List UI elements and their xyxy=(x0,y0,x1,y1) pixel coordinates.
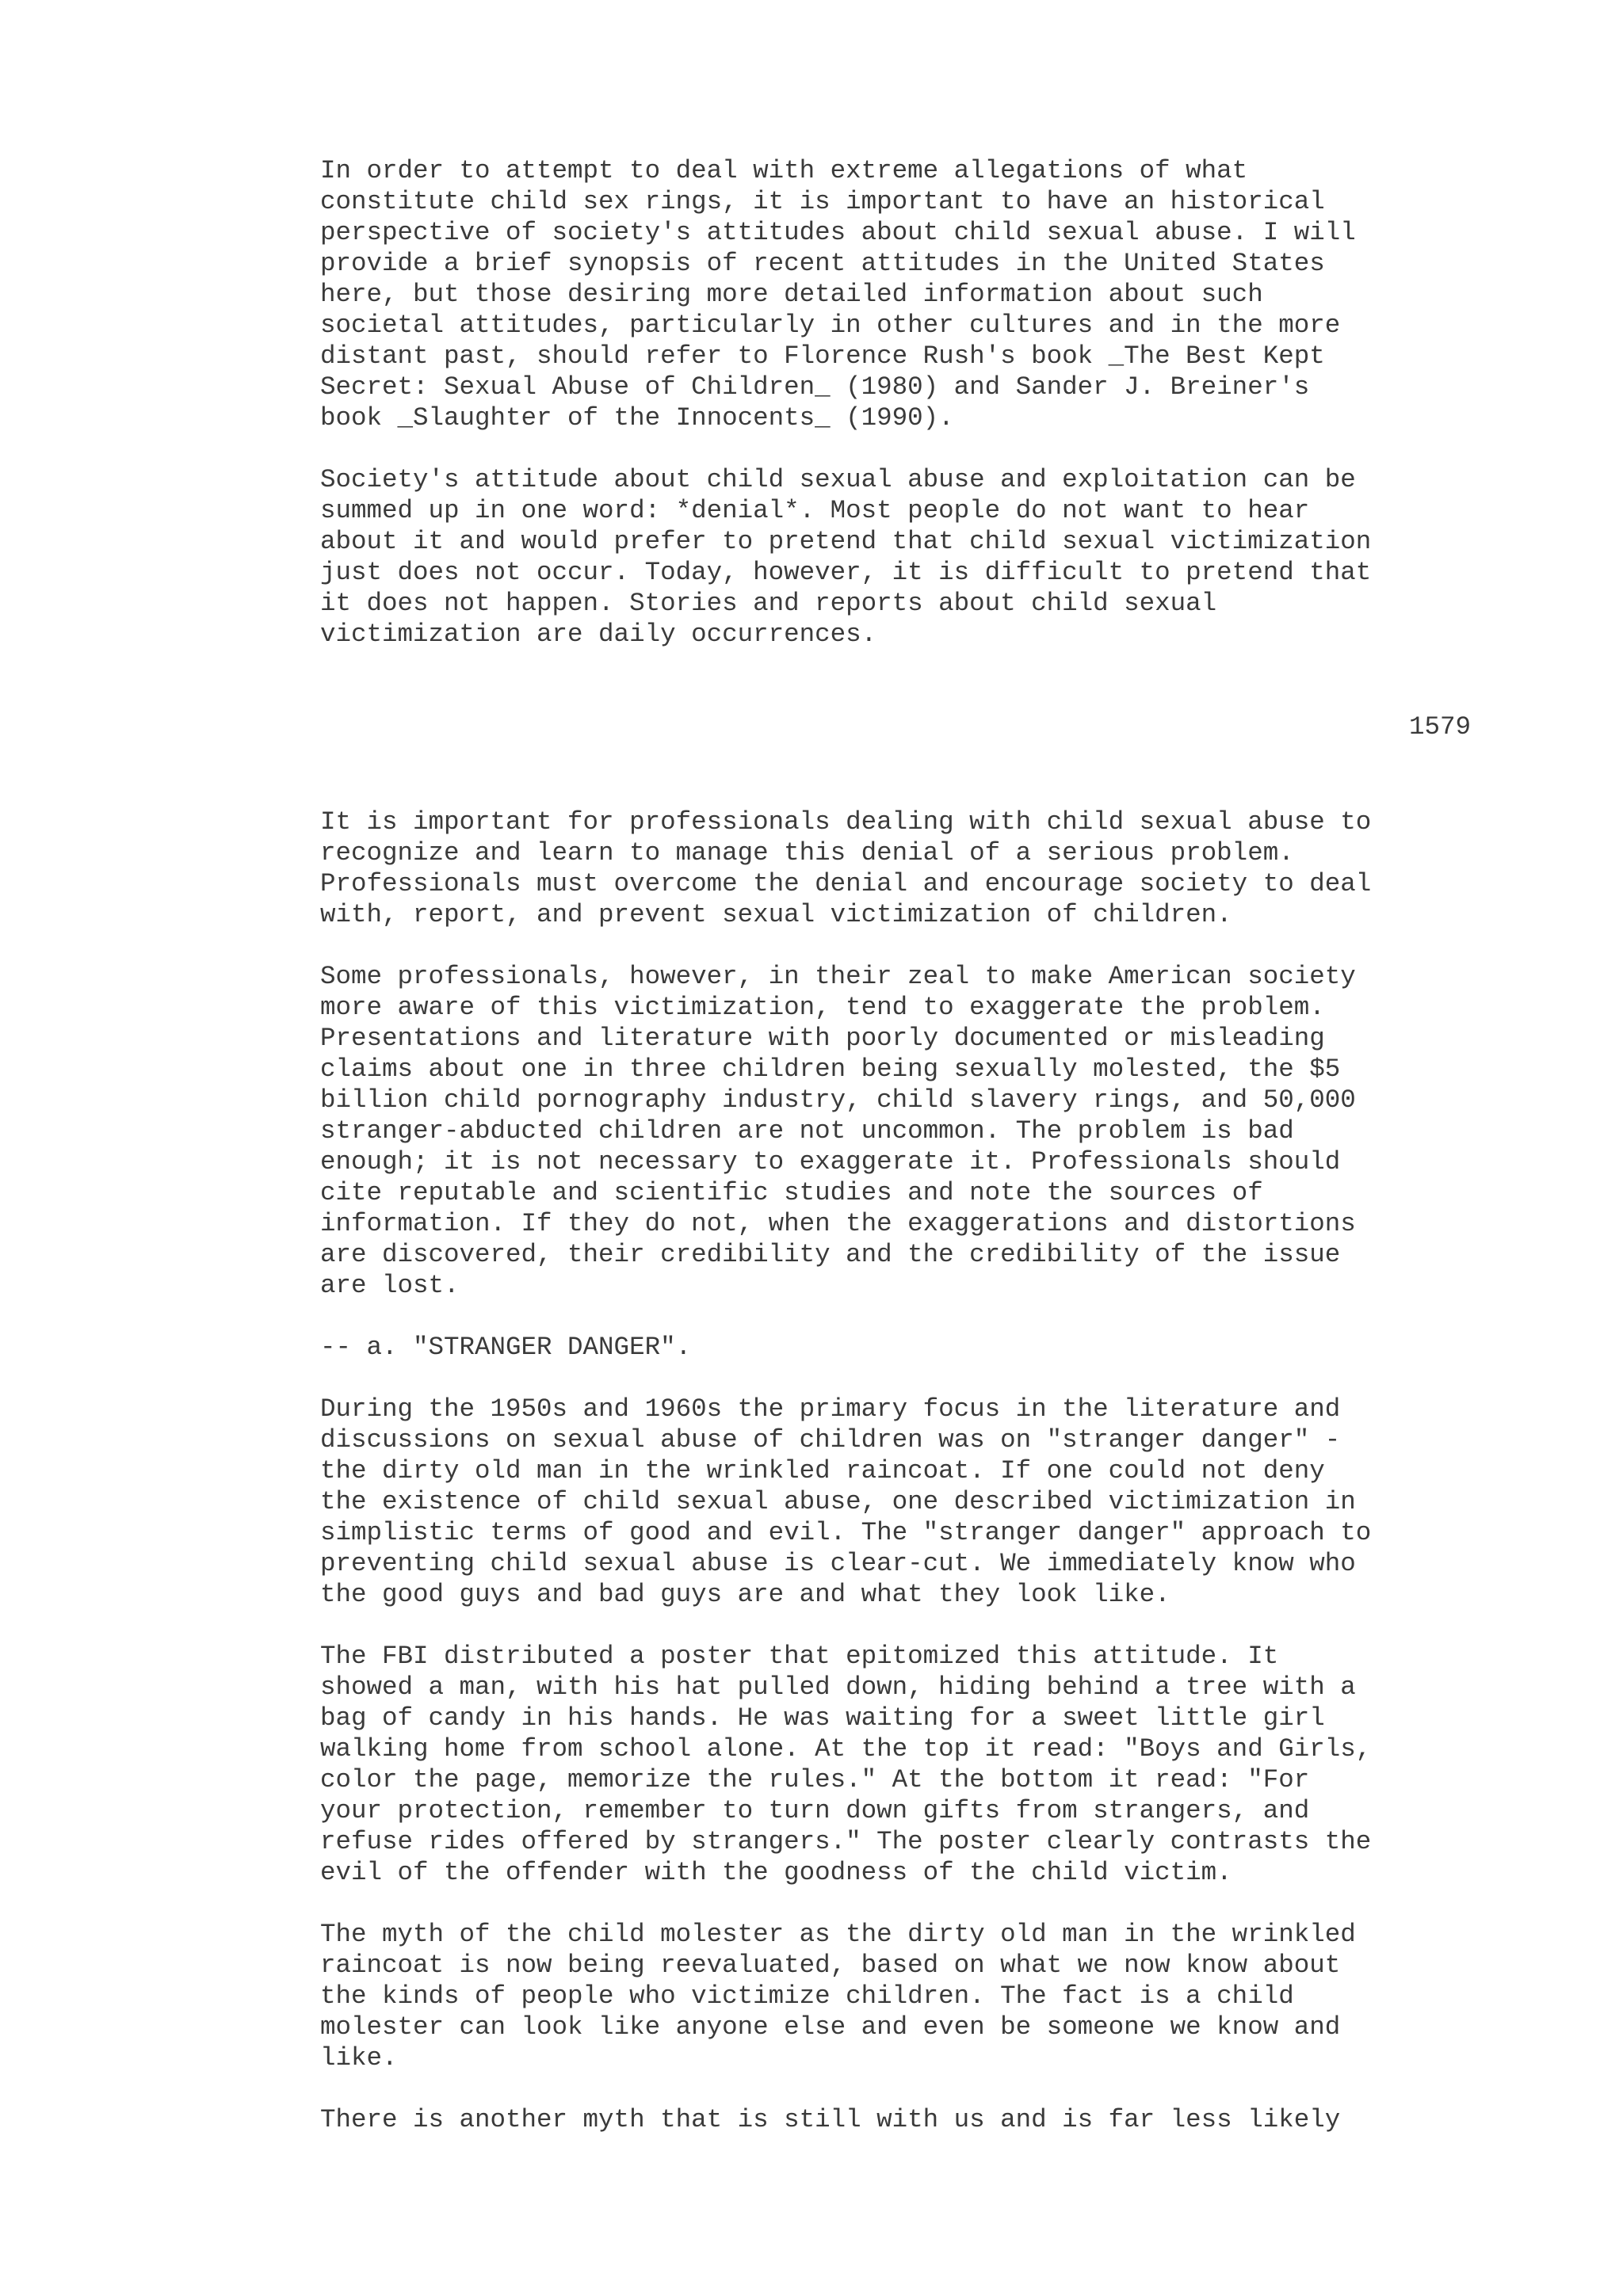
paragraph-denial: Society's attitude about child sexual abuse and exploitation can be summed up in one word: *denial*. Most people do not want to hear about it and would prefer to pretend that child sexual victimization just does not occur. Today, however, it is difficult to pretend that it does not happen. Stories and reports about child sexual victimization are daily occurrences. xyxy=(320,465,1372,649)
paragraph-historical-perspective: In order to attempt to deal with extreme allegations of what constitute child sex rings, it is important to have an historical perspective of society's attitudes about child sexual abuse. I will provide a brief synopsis of recent attitudes in the United States here, but those desiring more detailed information about such societal attitudes, particularly in other cultures and in the more distant past, should refer to Florence Rush's book _The Best Kept Secret: Sexual Abuse of Children_ (1980) and Sander J. Breiner's book _Slaughter of the Innocents_ (1990). xyxy=(320,156,1356,433)
paragraph-gap xyxy=(320,433,1493,464)
paragraph-myth-reevaluated: The myth of the child molester as the dirty old man in the wrinkled raincoat is now being reevaluated, based on what we now know about the kinds of people who victimize children. The fact is a child molester can look like anyone else and even be someone we know and like. xyxy=(320,1920,1356,2073)
paragraph-gap xyxy=(320,1888,1493,1919)
paragraph-gap xyxy=(320,1610,1493,1641)
paragraph-exaggeration: Some professionals, however, in their zeal to make American society more aware of this victimization, tend to exaggerate the problem. Presentations and literature with poorly documented or misleading claims about one in three children being sexually molested, the $5 billion child pornography industry, child slavery rings, and 50,000 stranger-abducted children are not uncommon. The problem is bad enough; it is not necessary to exaggerate it. Professionals should cite reputable and scientific studies and note the sources of information. If they do not, when the exaggerations and distortions are discovered, their credibility and the credibility of the issue are lost. xyxy=(320,962,1356,1300)
paragraph-gap xyxy=(320,2073,1493,2104)
paragraph-gap xyxy=(320,1301,1493,1332)
paragraph-gap xyxy=(320,1363,1493,1394)
paragraph-1950s-focus: During the 1950s and 1960s the primary focus in the literature and discussions on sexual abuse of children was on "stranger danger" - the dirty old man in the wrinkled raincoat. If one could not deny the existence of child sexual abuse, one described victimization in simplistic terms of good and evil. The "stranger danger" approach to preventing child sexual abuse is clear-cut. We immediately know who the good guys and bad guys are and what they look like. xyxy=(320,1394,1372,1609)
page-top-section xyxy=(320,155,1493,650)
section-heading-stranger-danger: -- a. "STRANGER DANGER". xyxy=(320,1333,692,1362)
paragraph-professionals-denial: It is important for professionals dealing with child sexual abuse to recognize and learn to manage this denial of a serious problem. Professionals must overcome the denial and encourage society to deal with, report, and prevent sexual victimization of children. xyxy=(320,807,1372,929)
paragraph-another-myth: There is another myth that is still with us and is far less likely xyxy=(320,2105,1341,2134)
page-bottom-section xyxy=(320,807,1493,2135)
paragraph-fbi-poster: The FBI distributed a poster that epitomized this attitude. It showed a man, with his hat pulled down, hiding behind a tree with a bag of candy in his hands. He was waiting for a sweet little girl walking home from school alone. At the top it read: "Boys and Girls, color the page, memorize the rules." At the bottom it read: "For your protection, remember to turn down gifts from strangers, and refuse rides offered by strangers." The poster clearly contrasts the evil of the offender with the goodness of the child victim. xyxy=(320,1642,1372,1887)
paragraph-gap xyxy=(320,930,1493,961)
page-number: 1579 xyxy=(1408,712,1471,742)
